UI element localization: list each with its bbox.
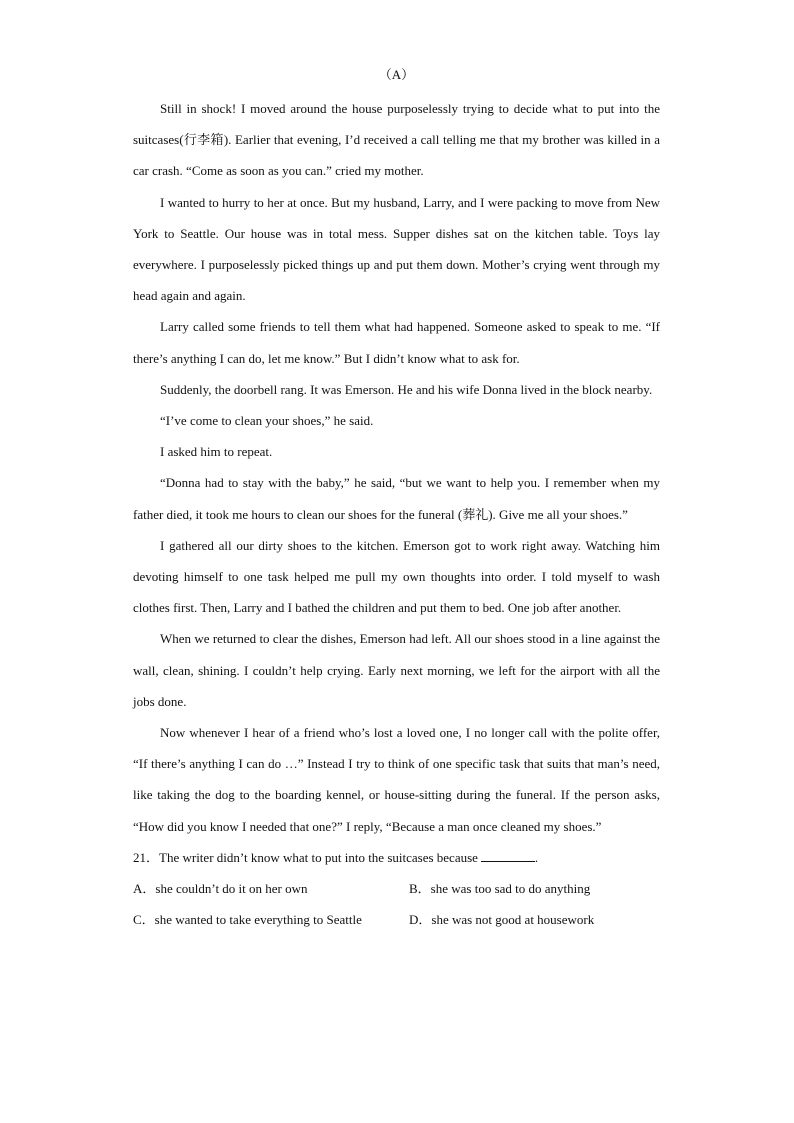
option-c-label: C． <box>133 912 155 928</box>
option-c-text: she wanted to take everything to Seattle <box>154 912 362 928</box>
question-stem: The writer didn’t know what to put into the suitcases because <box>159 849 478 865</box>
question-stem-line <box>133 842 660 873</box>
passage-paragraph-1: Still in shock! I moved around the house purposelessly trying to decide what to put into the suitcases(行李箱). Earlier that evening, I’d received a call telling me that my brother was killed in a car crash. “Come as soon as you can.” cried my mother. <box>133 101 660 179</box>
option-c <box>133 904 409 935</box>
passage-paragraph-7: “Donna had to stay with the baby,” he said, “but we want to help you. I remember when my father died, it took me hours to clean our shoes for the funeral (葬礼). Give me all your shoes.” <box>133 475 660 522</box>
passage-paragraph-5: “I’ve come to clean your shoes,” he said. <box>160 413 374 429</box>
passage-paragraph-9: When we returned to clear the dishes, Emerson had left. All our shoes stood in a line against the wall, clean, shining. I couldn’t help crying. Early next morning, we left for the airport with all the jobs done. <box>133 631 660 709</box>
answer-options <box>133 873 660 935</box>
question-21 <box>133 842 660 936</box>
passage <box>133 93 660 842</box>
passage-paragraph-6: I asked him to repeat. <box>160 444 273 460</box>
option-b <box>409 873 660 904</box>
passage-paragraph-3: Larry called some friends to tell them what had happened. Someone asked to speak to me. “If there’s anything I can do, let me know.” But I didn’t know what to ask for. <box>133 319 660 366</box>
document-page <box>133 62 660 935</box>
option-b-label: B． <box>409 881 431 897</box>
question-end: . <box>534 849 539 865</box>
answer-blank <box>481 849 535 862</box>
passage-paragraph-8: I gathered all our dirty shoes to the kitchen. Emerson got to work right away. Watching him devoting himself to one task helped me pull my own thoughts into order. I told myself to wash clothes first. Then, Larry and I bathed the children and put them to bed. One job after another. <box>133 537 660 616</box>
option-b-text: she was too sad to do anything <box>430 881 591 897</box>
option-d-text: she was not good at housework <box>431 912 595 928</box>
passage-paragraph-4: Suddenly, the doorbell rang. It was Emerson. He and his wife Donna lived in the block nearby. <box>160 381 653 397</box>
option-a-text: she couldn’t do it on her own <box>155 881 308 897</box>
question-number: 21． <box>133 849 160 865</box>
option-d-label: D． <box>409 912 432 928</box>
passage-paragraph-2: I wanted to hurry to her at once. But my husband, Larry, and I were packing to move from New York to Seattle. Our house was in total mess. Supper dishes sat on the kitchen table. Toys lay everywhere. I purposelessly picked things up and put them down. Mother’s crying went through my head again and again. <box>133 194 660 304</box>
option-a <box>133 873 409 904</box>
section-label: （A） <box>378 67 415 82</box>
passage-paragraph-10: Now whenever I hear of a friend who’s lost a loved one, I no longer call with the polite offer, “If there’s anything I can do …” Instead I try to think of one specific task that suits that man’s need, like taking the dog to the boarding kennel, or house-sitting during the funeral. If the person asks, “How did you know I needed that one?” I reply, “Because a man once cleaned my shoes.” <box>133 725 660 834</box>
option-a-label: A． <box>133 881 156 897</box>
option-d <box>409 904 660 935</box>
